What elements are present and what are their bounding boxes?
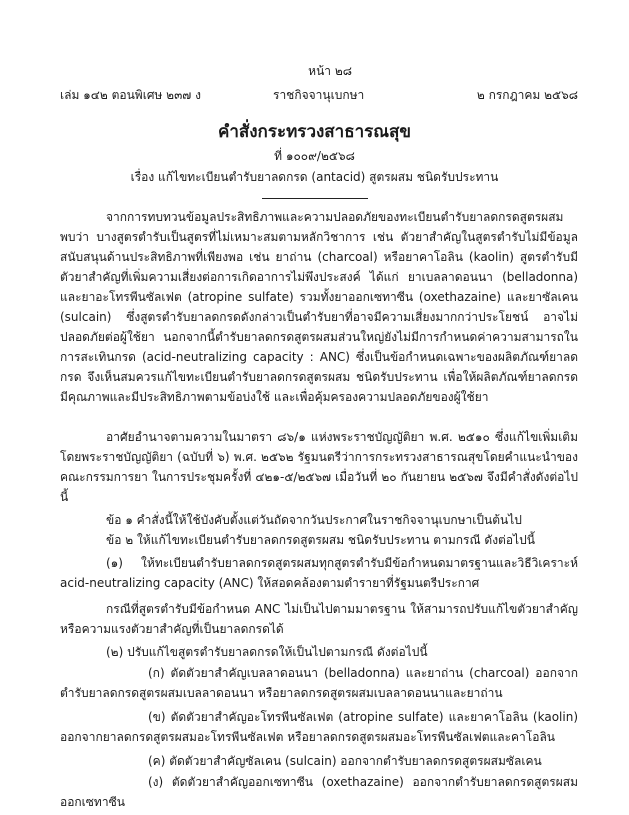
sub-item-b: (ข) ตัดตัวยาสำคัญอะโทรพีนซัลเฟต (atropine sulfate) และยาคาโอลิน (kaolin) ออกจากยาลดกรดสูตรผสมอะโทรพีนซัลเฟต หรือยาลดกรดสูตรผสมอะโทรพีนซัลเฟตและคาโอลิน — [60, 710, 578, 744]
authority-paragraph: อาศัยอำนาจตามความในมาตรา ๘๖/๑ แห่งพระราชบัญญัติยา พ.ศ. ๒๕๑๐ ซึ่งแก้ไขเพิ่มเติมโดยพระราชบัญญัติยา (ฉบับที่ ๖) พ.ศ. ๒๕๖๒ รัฐมนตรีว่าการกระทรวงสาธารณสุขโดยคำแนะนำของคณะกรรมการยา ในการประชุมครั้งที่ ๔๒๑-๕/๒๕๖๗ เมื่อวันที่ ๒๐ กันยายน ๒๕๖๗ จึงมีคำสั่งดังต่อไปนี้ — [60, 430, 578, 504]
clause-1: ข้อ ๑ คำสั่งนี้ให้ใช้บังคับตั้งแต่วันถัดจากวันประกาศในราชกิจจานุเบกษาเป็นต้นไป — [106, 513, 522, 527]
item-1: (๑) ให้ทะเบียนตำรับยาลดกรดสูตรผสมทุกสูตรตำรับมีข้อกำหนดมาตรฐานและวิธีวิเคราะห์ acid-neutralizing capacity (ANC) ให้สอดคล้องตามตำรายาที่รัฐมนตรีประกาศ — [60, 556, 578, 590]
order-number: ที่ ๑๐๐๙/๒๕๖๘ — [274, 149, 355, 163]
item-1-note: กรณีที่สูตรตำรับมีข้อกำหนด ANC ไม่เป็นไปตามมาตรฐาน ให้สามารถปรับแก้ไขตัวยาสำคัญหรือความแรงตัวยาสำคัญที่เป็นยาลดกรดได้ — [60, 602, 578, 636]
gazette-name: ราชกิจจานุเบกษา — [273, 88, 365, 102]
sub-item-d: (ง) ตัดตัวยาสำคัญออกเซทาซีน (oxethazaine) ออกจากตำรับยาลดกรดสูตรผสมออกเซทาซีน — [60, 775, 578, 809]
clause-2: ข้อ ๒ ให้แก้ไขทะเบียนตำรับยาลดกรดสูตรผสม ชนิดรับประทาน ตามกรณี ดังต่อไปนี้ — [106, 533, 535, 547]
gazette-date: ๒ กรกฎาคม ๒๕๖๘ — [476, 88, 578, 102]
page-number: หน้า ๒๘ — [308, 64, 352, 78]
title-divider — [262, 198, 368, 199]
item-2: (๒) ปรับแก้ไขสูตรตำรับยาลดกรดให้เป็นไปตามกรณี ดังต่อไปนี้ — [106, 645, 428, 659]
gazette-volume: เล่ม ๑๔๒ ตอนพิเศษ ๒๓๗ ง — [60, 88, 201, 102]
order-title: คำสั่งกระทรวงสาธารณสุข — [217, 122, 412, 142]
preamble-paragraph: จากการทบทวนข้อมูลประสิทธิภาพและความปลอดภัยของทะเบียนตำรับยาลดกรดสูตรผสม พบว่า บางสูตรตำรับเป็นสูตรที่ไม่เหมาะสมตามหลักวิชาการ เช่น ตัวยาสำคัญในสูตรตำรับไม่มีข้อมูลสนับสนุนด้านประสิทธิภาพที่เพียงพอ เช่น ยาถ่าน (charcoal) หรือยาคาโอลิน (kaolin) สูตรตำรับมีตัวยาสำคัญที่เพิ่มความเสี่ยงต่อการเกิดอาการไม่พึงประสงค์ ได้แก่ ยาเบลลาดอนนา (belladonna) และยาอะโทรพีนซัลเฟต (atropine sulfate) รวมทั้งยาออกเซทาซีน (oxethazaine) และยาซัลเคน (sulcain) ซึ่งสูตรตำรับยาลดกรดดังกล่าวเป็นตำรับยาที่อาจมีความเสี่ยงมากกว่าประโยชน์ อาจไม่ปลอดภัยต่อผู้ใช้ยา นอกจากนี้ตำรับยาลดกรดสูตรผสมส่วนใหญ่ยังไม่มีการกำหนดค่าความสามารถในการสะเทินกรด (acid-neutralizing capacity : ANC) ซึ่งเป็นข้อกำหนดเฉพาะของผลิตภัณฑ์ยาลดกรด จึงเห็นสมควรแก้ไขทะเบียนตำรับยาลดกรดสูตรผสม ชนิดรับประทาน เพื่อให้ผลิตภัณฑ์ยาลดกรดมีคุณภาพและมีประสิทธิภาพตามข้อบ่งใช้ และเพื่อคุ้มครองความปลอดภัยของผู้ใช้ยา — [60, 210, 578, 404]
order-subject: เรื่อง แก้ไขทะเบียนตำรับยาลดกรด (antacid) สูตรผสม ชนิดรับประทาน — [130, 170, 499, 184]
sub-item-a: (ก) ตัดตัวยาสำคัญเบลลาดอนนา (belladonna) และยาถ่าน (charcoal) ออกจากตำรับยาลดกรดสูตรผสมเบลลาดอนนา หรือยาลดกรดสูตรผสมเบลลาดอนนาและยาถ่าน — [60, 666, 578, 700]
sub-item-c: (ค) ตัดตัวยาสำคัญซัลเคน (sulcain) ออกจากตำรับยาลดกรดสูตรผสมซัลเคน — [148, 754, 542, 768]
